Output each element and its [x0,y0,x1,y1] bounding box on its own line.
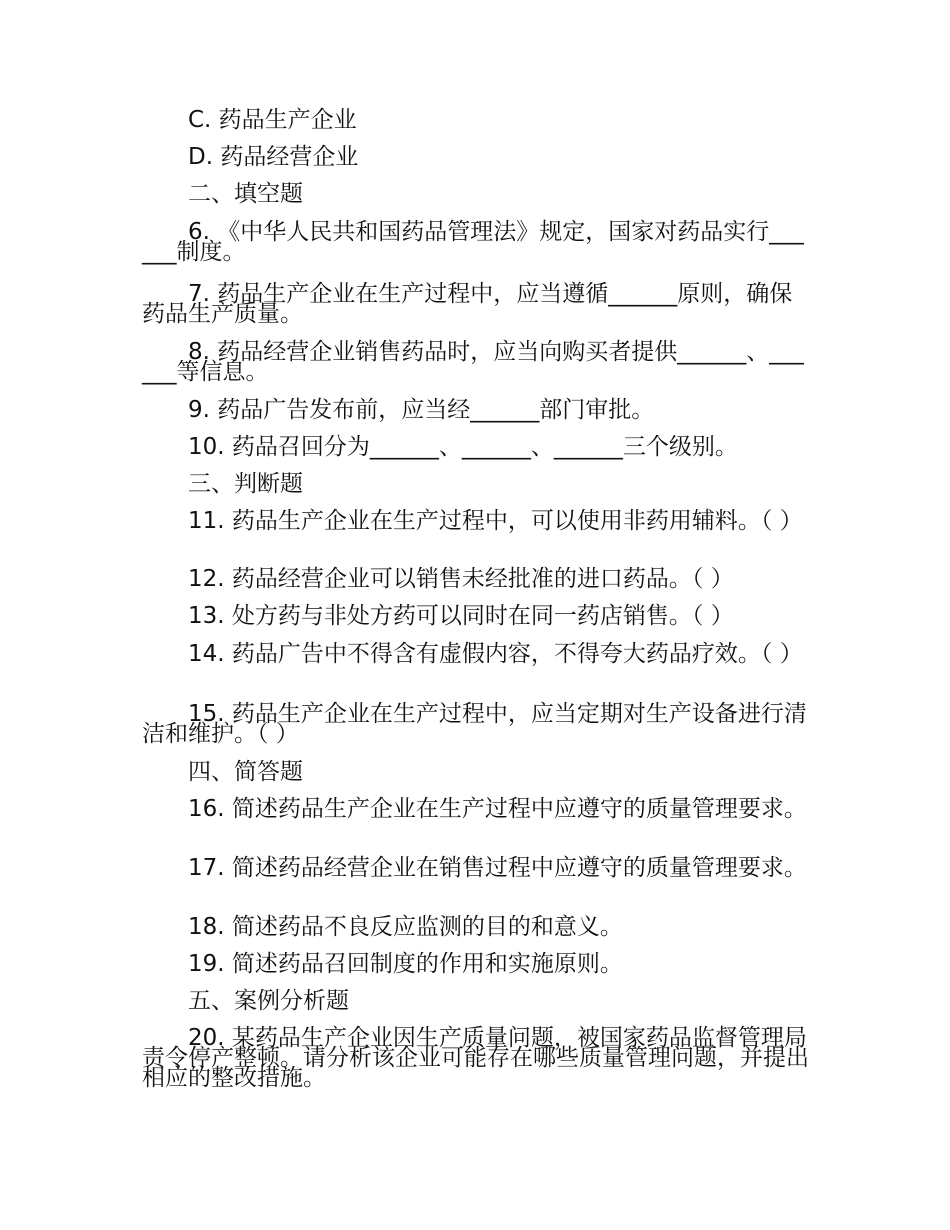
option-c: C. 药品生产企业 [188,107,357,133]
section-heading-short-answer: 四、简答题 [188,759,303,785]
question-18: 18. 简述药品不良反应监测的目的和意义。 [188,914,623,940]
question-6: 6. 《中华人民共和国药品管理法》规定，国家对药品实行______制度。 [142,219,804,265]
question-14: 14. 药品广告中不得含有虚假内容，不得夸大药品疗效。（ ） [188,641,803,667]
question-15: 15. 药品生产企业在生产过程中，应当定期对生产设备进行清洁和维护。（ ） [142,701,807,747]
question-11: 11. 药品生产企业在生产过程中，可以使用非药用辅料。（ ） [188,508,803,534]
question-12: 12. 药品经营企业可以销售未经批准的进口药品。（ ） [188,566,734,592]
section-heading-true-false: 三、判断题 [188,471,303,497]
question-7: 7. 药品生产企业在生产过程中，应当遵循______原则，确保药品生产质量。 [142,281,793,327]
question-8: 8. 药品经营企业销售药品时，应当向购买者提供______、______等信息。 [142,339,804,385]
section-heading-case-analysis: 五、案例分析题 [188,988,349,1014]
question-10: 10. 药品召回分为______、______、______三个级别。 [188,434,738,460]
question-16: 16. 简述药品生产企业在生产过程中应遵守的质量管理要求。 [188,796,807,822]
question-20: 20. 某药品生产企业因生产质量问题，被国家药品监督管理局责令停产整顿。请分析该企业可能存在哪些质量管理问题，并提出相应的整改措施。 [142,1025,809,1091]
section-heading-fill-blank: 二、填空题 [188,181,303,207]
question-9: 9. 药品广告发布前，应当经______部门审批。 [188,397,655,423]
question-13: 13. 处方药与非处方药可以同时在同一药店销售。（ ） [188,603,734,629]
question-19: 19. 简述药品召回制度的作用和实施原则。 [188,951,623,977]
option-d: D. 药品经营企业 [188,144,359,170]
question-17: 17. 简述药品经营企业在销售过程中应遵守的质量管理要求。 [188,855,807,881]
